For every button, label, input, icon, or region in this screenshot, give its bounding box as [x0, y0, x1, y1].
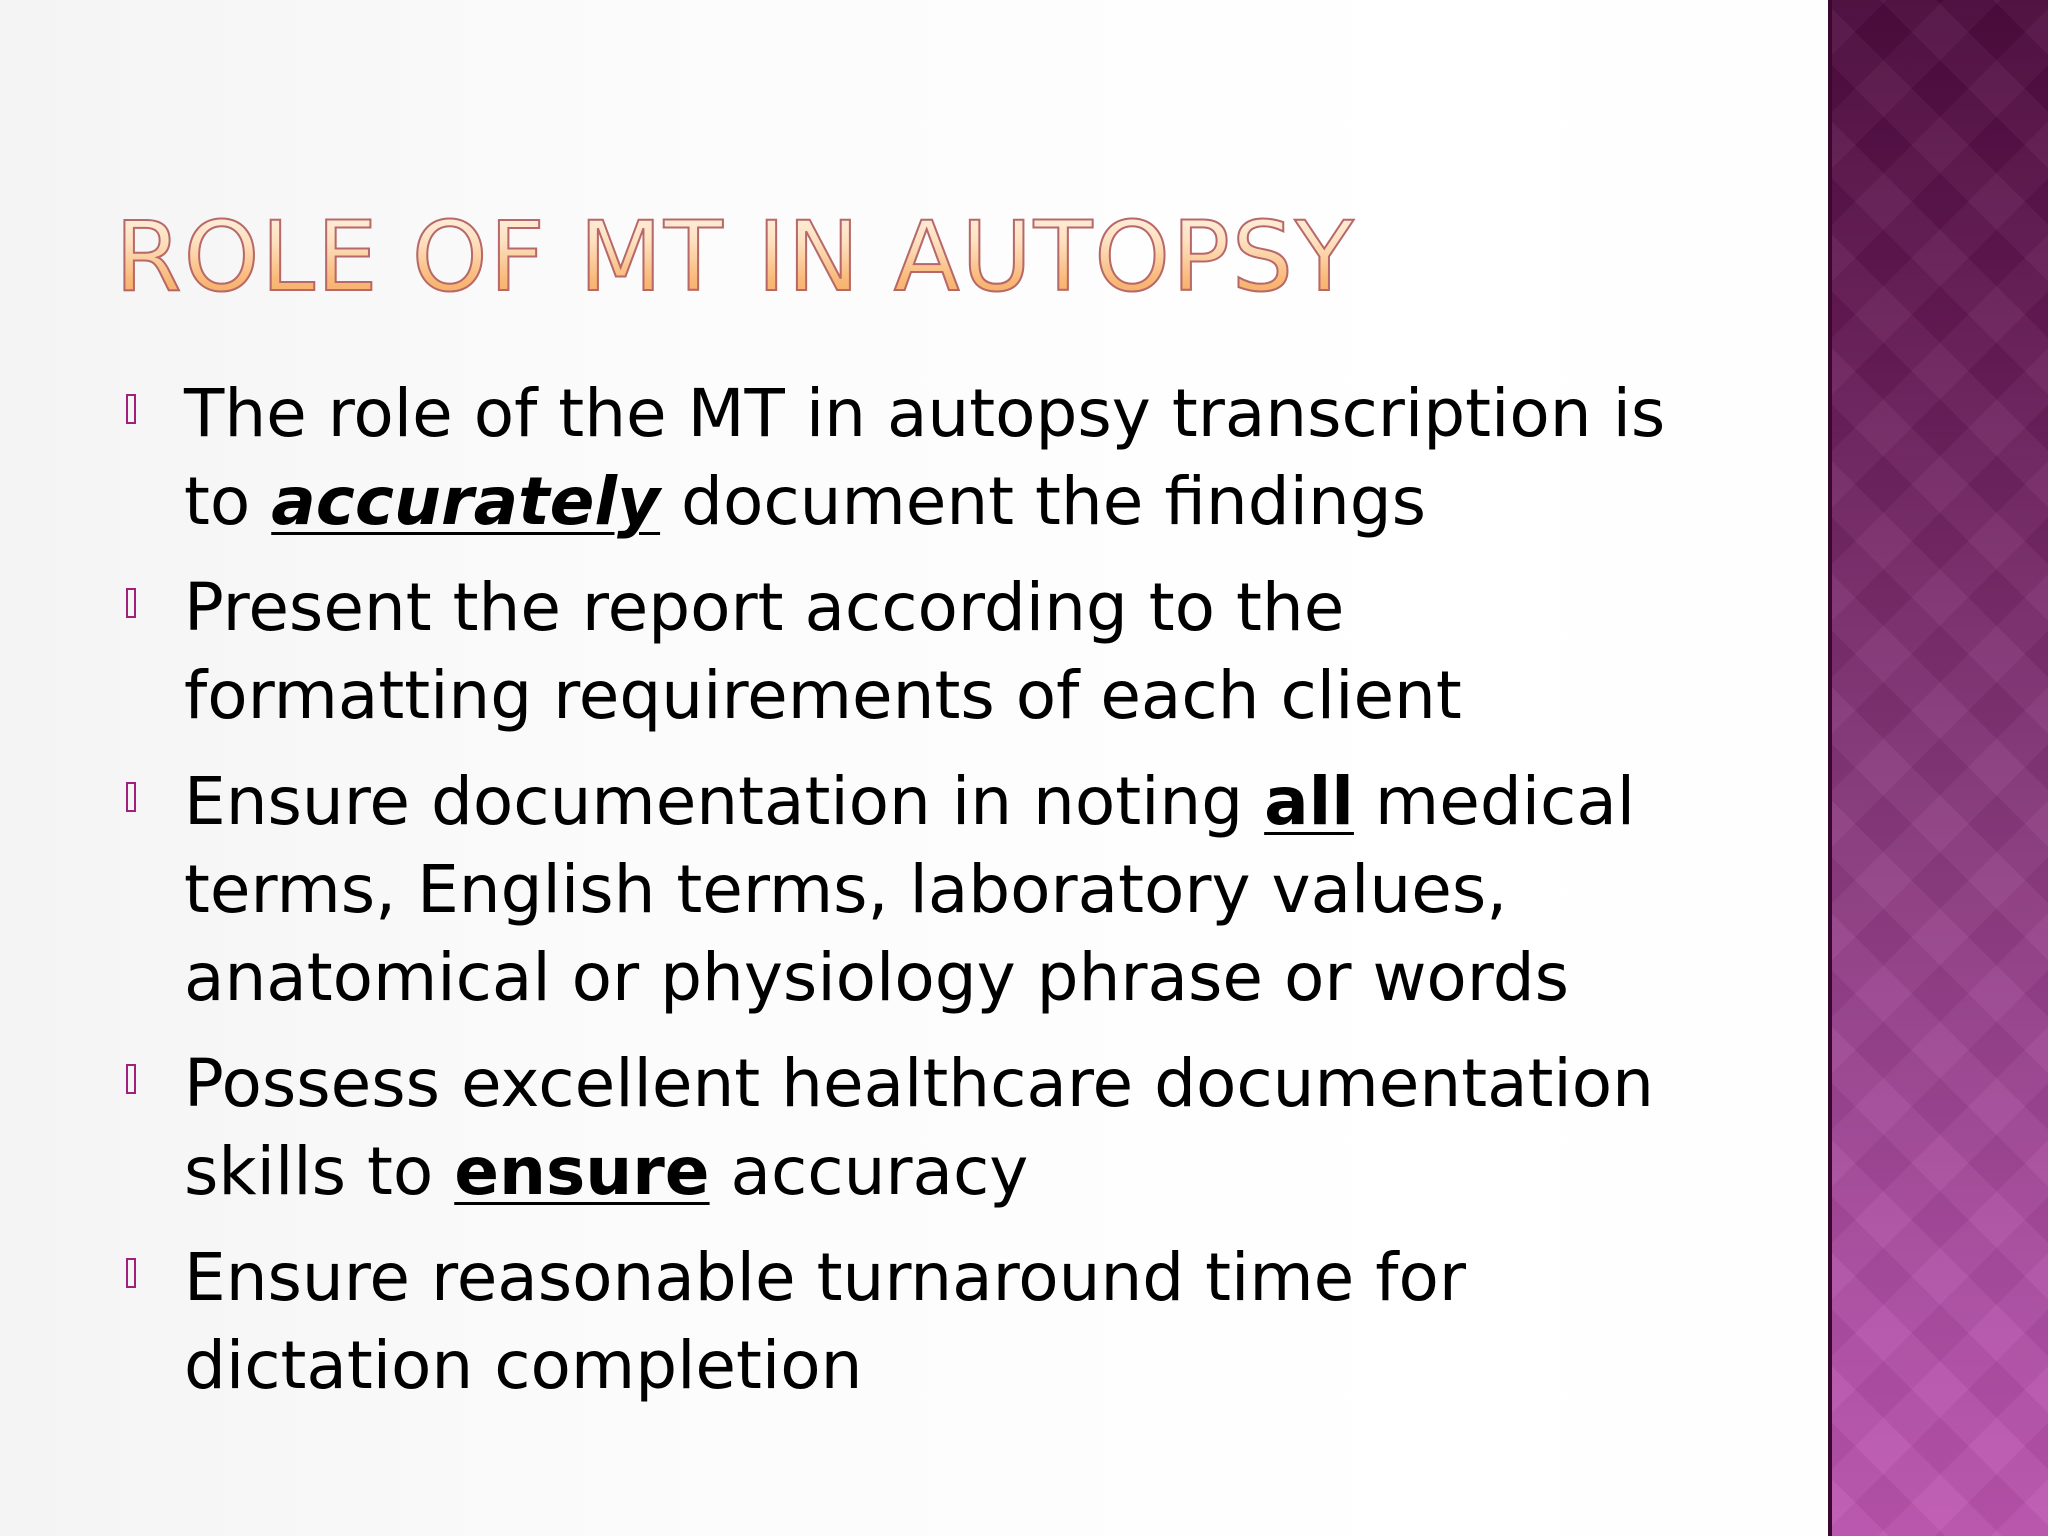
bullet-item-turnaround	[120, 1234, 1700, 1410]
bullet-marker-icon	[126, 588, 136, 618]
bullet-item-formatting	[120, 564, 1700, 740]
bullet-item-accuracy	[120, 370, 1700, 546]
bullet-marker-icon	[126, 782, 136, 812]
bullet-marker-icon	[126, 394, 136, 424]
bullet-text: medical terms, English terms, laboratory values, anatomical or physiology phrase or words	[184, 763, 1636, 1016]
bullet-text: accuracy	[709, 1133, 1029, 1210]
bullet-text: document the findings	[660, 463, 1427, 540]
bullet-text: The role of the MT in autopsy transcription is to	[184, 375, 1666, 540]
decorative-side-panel	[1828, 0, 2048, 1536]
bullet-list	[120, 370, 1700, 1428]
bullet-text: Present the report according to the formatting requirements of each client	[184, 569, 1462, 734]
bullet-item-documentation	[120, 758, 1700, 1022]
bullet-text: Possess excellent healthcare documentation skills to	[184, 1045, 1654, 1210]
bullet-text: Ensure reasonable turnaround time for dictation completion	[184, 1239, 1467, 1404]
bullet-emphasis: all	[1264, 763, 1354, 840]
bullet-emphasis: accurately	[271, 463, 661, 540]
bullet-item-skills	[120, 1040, 1700, 1216]
slide-title: ROLE OF MT IN AUTOPSY	[115, 201, 1356, 313]
bullet-emphasis: ensure	[454, 1133, 710, 1210]
bullet-marker-icon	[126, 1258, 136, 1288]
bullet-text: Ensure documentation in noting	[184, 763, 1265, 840]
bullet-marker-icon	[126, 1064, 136, 1094]
